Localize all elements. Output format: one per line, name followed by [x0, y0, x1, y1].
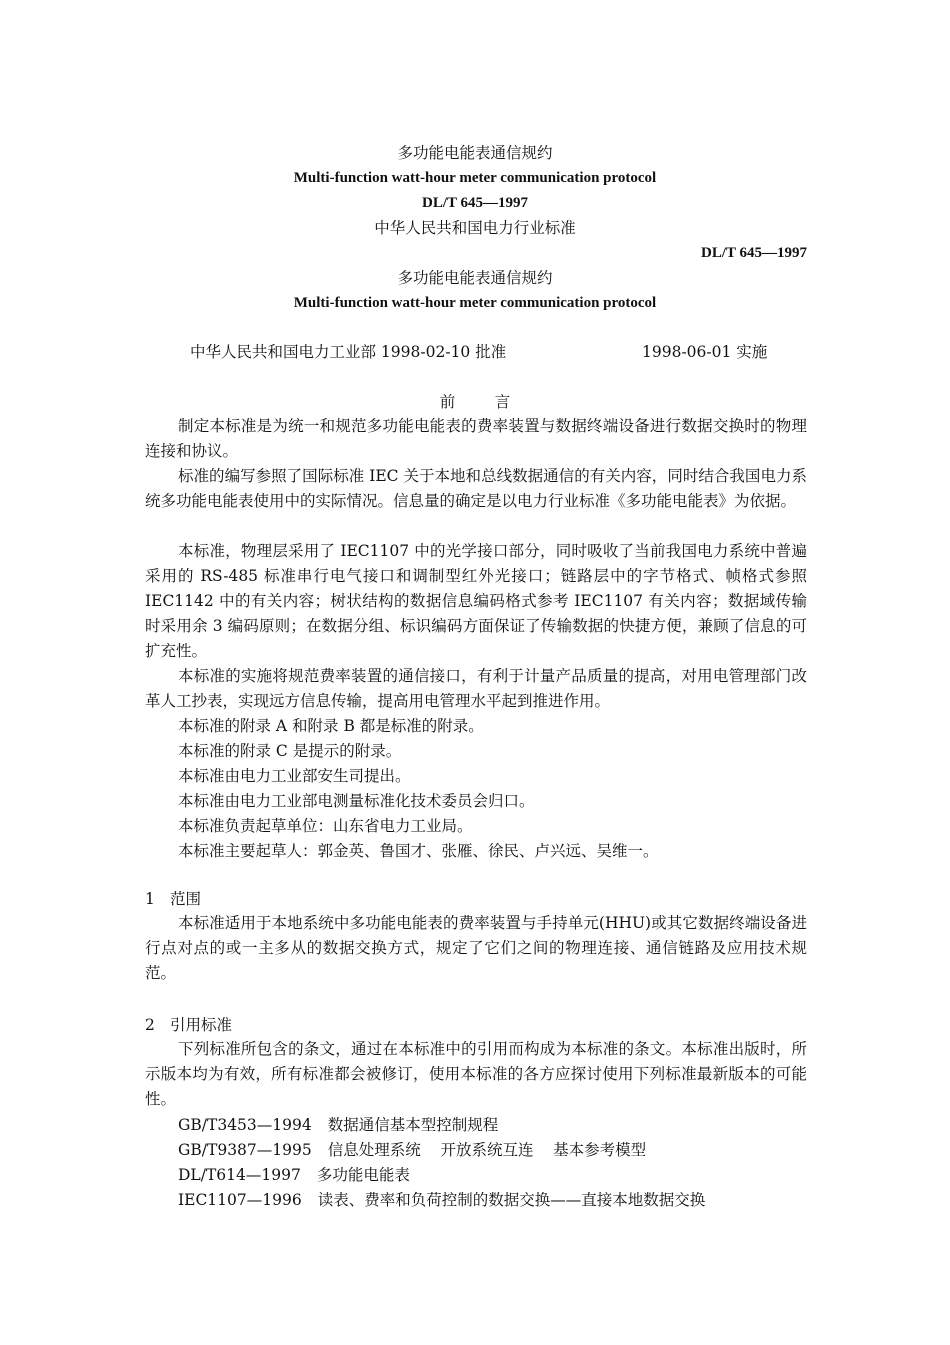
foreword-heading: 前 言 [439, 393, 511, 411]
section-2-number: 2 [145, 1016, 155, 1034]
reference-name: 信息处理系统 开放系统互连 基本参考模型 [327, 1141, 647, 1159]
standard-code-right: DL/T 645—1997 [701, 245, 807, 261]
reference-name: 多功能电能表 [316, 1166, 410, 1184]
foreword-paragraph: 本标准负责起草单位：山东省电力工业局。 [178, 817, 473, 835]
reference-name: 读表、费率和负荷控制的数据交换——直接本地数据交换 [317, 1191, 706, 1209]
title-cn-repeat: 多功能电能表通信规约 [397, 269, 553, 287]
approval-text: 中华人民共和国电力工业部 1998-02-10 批准 [190, 343, 507, 361]
title-cn: 多功能电能表通信规约 [397, 144, 553, 162]
reference-name: 数据通信基本型控制规程 [327, 1116, 499, 1134]
reference-item [178, 1115, 498, 1135]
reference-code: GB/T3453—1994 [178, 1116, 312, 1134]
title-en: Multi-function watt-hour meter communication protocol [293, 170, 657, 186]
section-1-number: 1 [145, 890, 155, 908]
title-en-repeat: Multi-function watt-hour meter communication protocol [293, 295, 657, 311]
standard-category: 中华人民共和国电力行业标准 [374, 219, 576, 237]
reference-item [178, 1140, 646, 1160]
foreword-paragraph: 本标准的附录 A 和附录 B 都是标准的附录。 [178, 717, 484, 735]
foreword-paragraph: 本标准主要起草人：郭金英、鲁国才、张雁、徐民、卢兴远、吴维一。 [178, 842, 659, 860]
reference-item [178, 1165, 410, 1185]
section-2-title: 引用标准 [170, 1016, 233, 1034]
reference-code: IEC1107—1996 [178, 1191, 302, 1209]
approval-info [190, 342, 506, 362]
foreword-paragraph: 本标准，物理层采用了 IEC1107 中的光学接口部分，同时吸收了当前我国电力系统中普遍采用的 RS-485 标准串行电气接口和调制型红外光接口；链路层中的字节格式、帧格式参照 IEC1142 中的有关内容；树状结构的数据信息编码格式参考 IEC1107 有关内容；数据域传输时采用余 3 编码原则；在数据分组、标识编码方面保证了传输数据的快捷方便，兼顾了信息的可扩充性。 [145, 542, 807, 660]
reference-item [178, 1190, 705, 1210]
standard-code: DL/T 645—1997 [422, 195, 528, 211]
implementation-date: 1998-06-01 实施 [642, 343, 768, 361]
foreword-paragraph: 本标准由电力工业部安生司提出。 [178, 767, 411, 785]
foreword-paragraph: 本标准由电力工业部电测量标准化技术委员会归口。 [178, 792, 535, 810]
section-1-text: 本标准适用于本地系统中多功能电能表的费率装置与手持单元(HHU)或其它数据终端设备进行点对点的或一主多从的数据交换方式，规定了它们之间的物理连接、通信链路及应用技术规范。 [145, 914, 807, 982]
section-2-text: 下列标准所包含的条文，通过在本标准中的引用而构成为本标准的条文。本标准出版时，所示版本均为有效，所有标准都会被修订，使用本标准的各方应探讨使用下列标准最新版本的可能性。 [145, 1040, 807, 1108]
foreword-paragraph: 标准的编写参照了国际标准 IEC 关于本地和总线数据通信的有关内容，同时结合我国电力系统多功能电能表使用中的实际情况。信息量的确定是以电力行业标准《多功能电能表》为依据。 [145, 467, 807, 510]
section-1-title: 范围 [170, 890, 202, 908]
foreword-paragraph: 本标准的附录 C 是提示的附录。 [178, 742, 402, 760]
reference-code: GB/T9387—1995 [178, 1141, 312, 1159]
foreword-paragraph: 本标准的实施将规范费率装置的通信接口，有利于计量产品质量的提高，对用电管理部门改革人工抄表，实现远方信息传输，提高用电管理水平起到推进作用。 [145, 667, 807, 710]
section-1-heading [145, 889, 201, 909]
reference-code: DL/T614—1997 [178, 1166, 301, 1184]
section-2-heading [145, 1015, 232, 1035]
foreword-paragraph: 制定本标准是为统一和规范多功能电能表的费率装置与数据终端设备进行数据交换时的物理连接和协议。 [145, 417, 807, 460]
